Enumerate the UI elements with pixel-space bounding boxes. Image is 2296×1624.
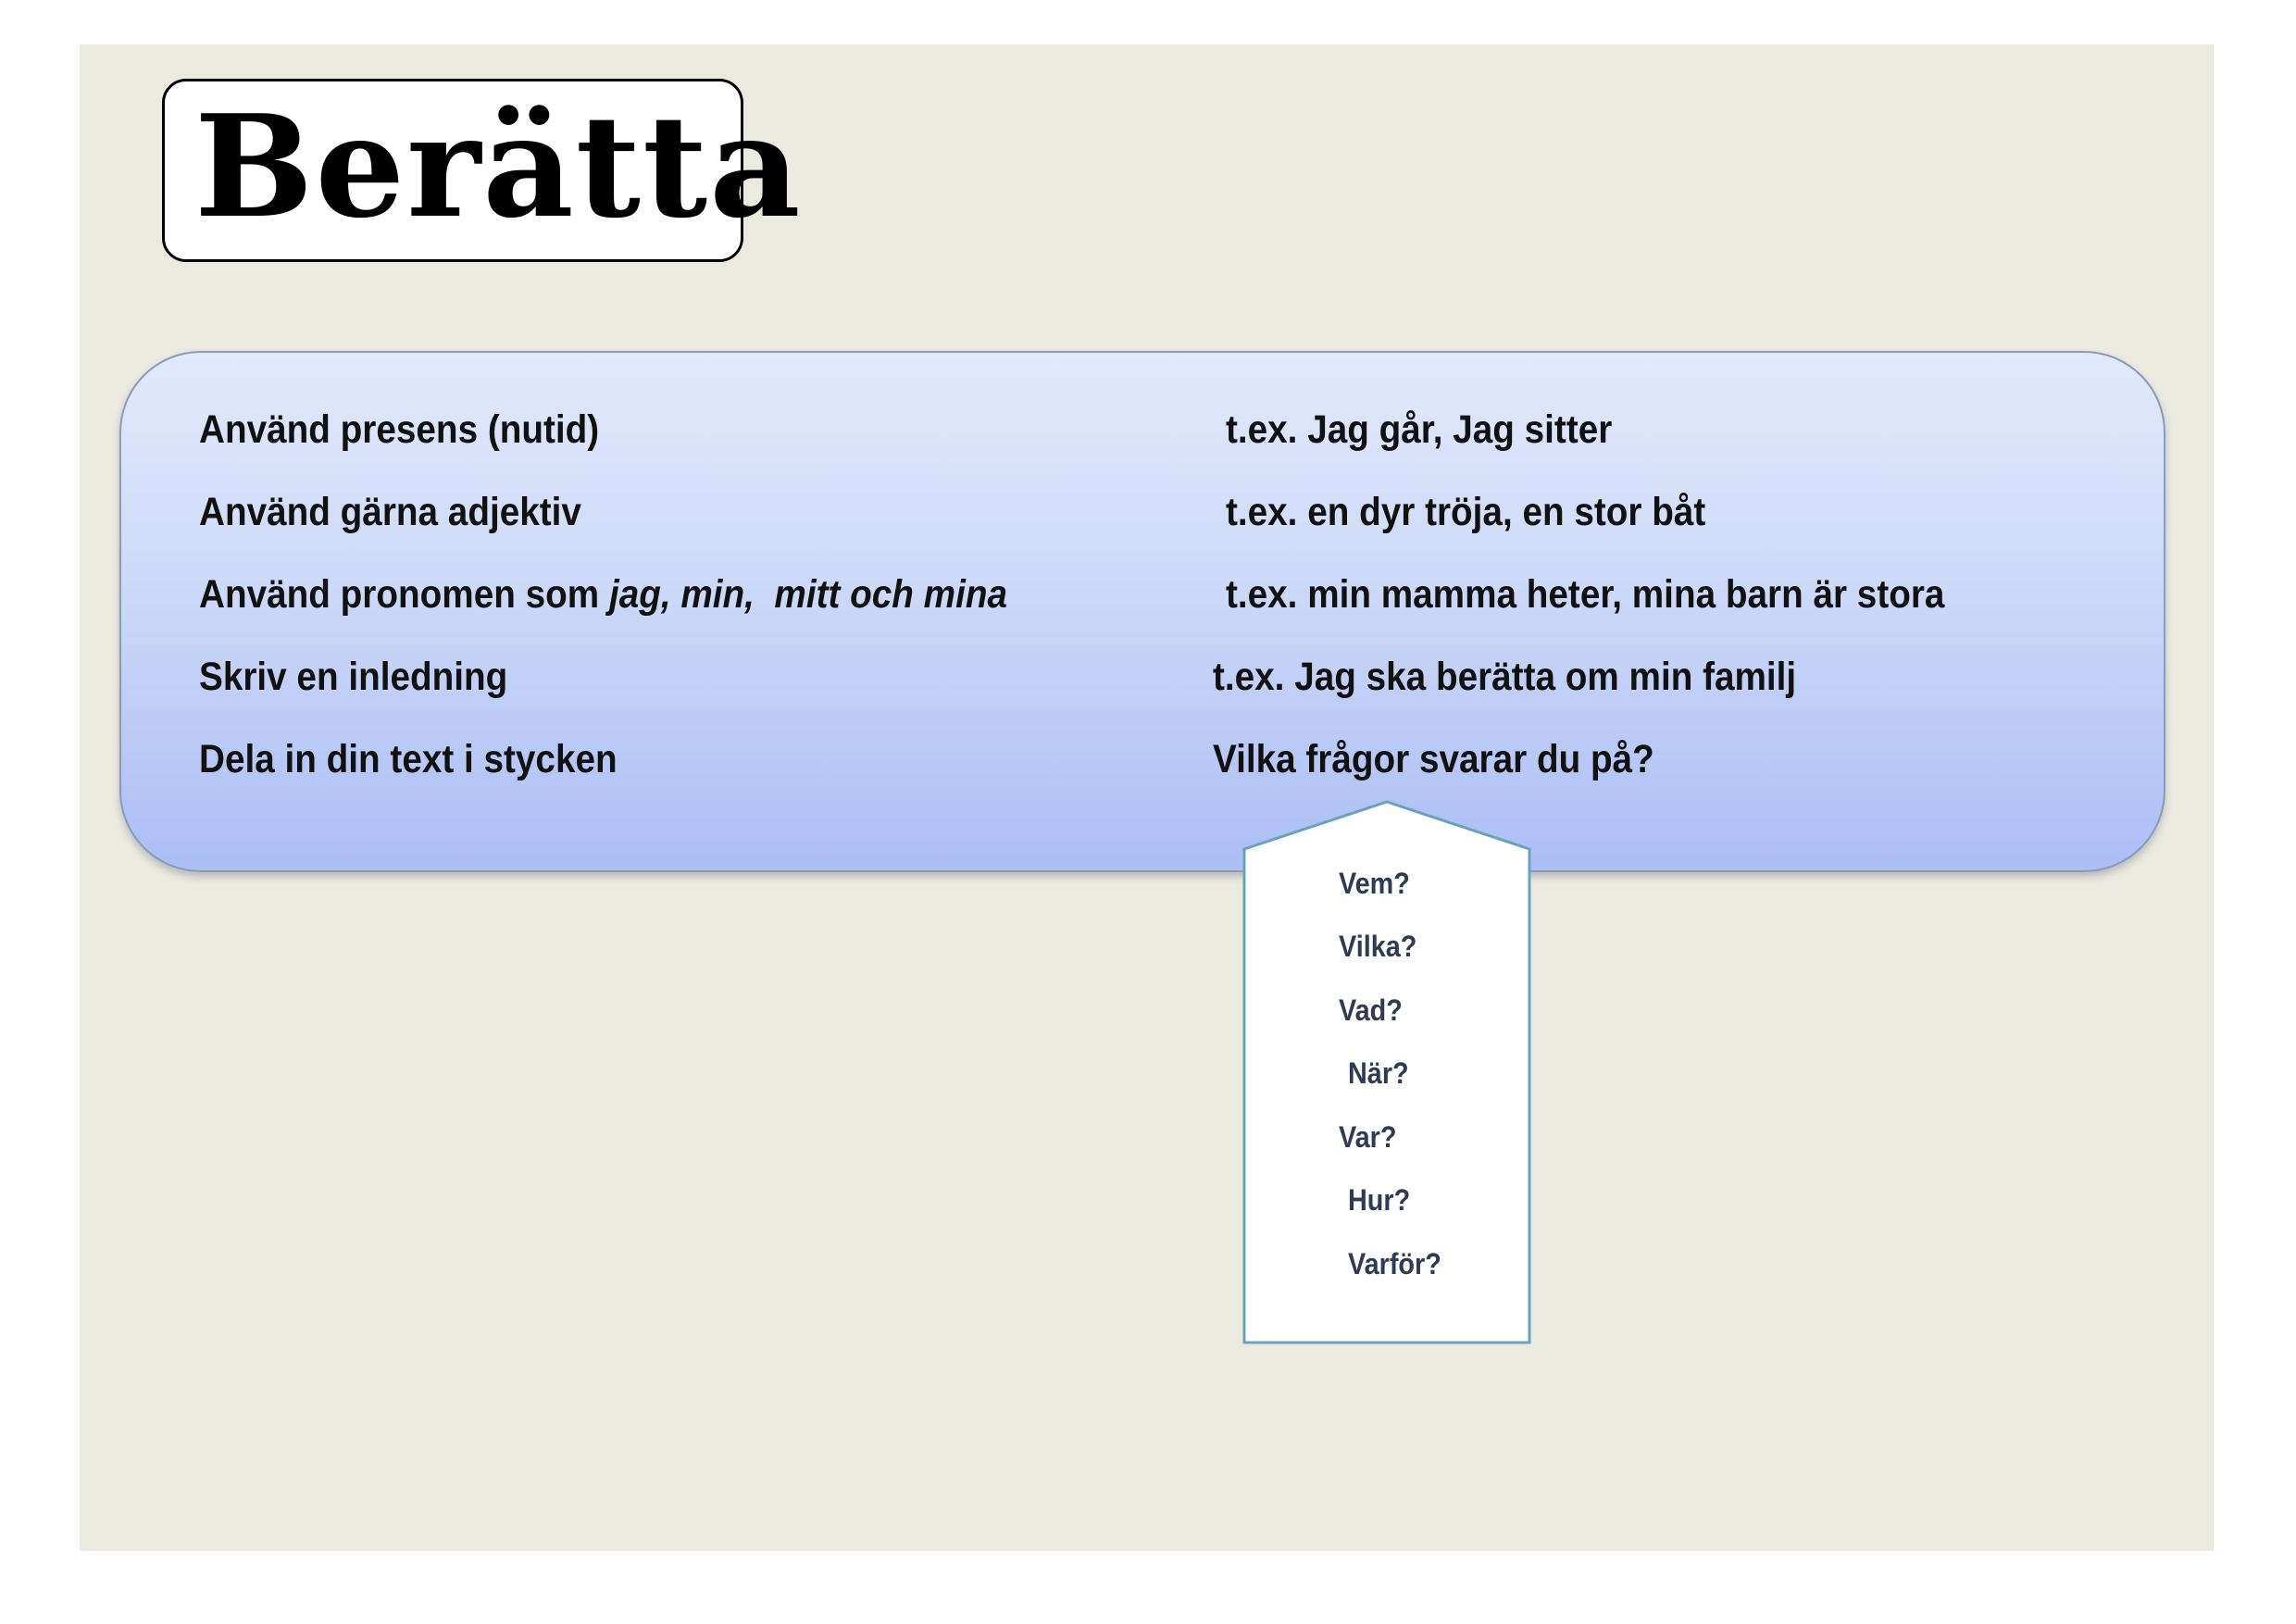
tip-instruction bbox=[199, 557, 1007, 631]
tip-row bbox=[121, 722, 2167, 796]
question-item: När? bbox=[1348, 1056, 1409, 1090]
tip-example: t.ex. en dyr tröja, en stor båt bbox=[1226, 490, 1706, 534]
question-item: Var? bbox=[1339, 1120, 1397, 1154]
question-item: Vem? bbox=[1339, 867, 1410, 900]
title-box bbox=[162, 79, 803, 262]
question-item: Vilka? bbox=[1339, 930, 1417, 963]
tip-instruction bbox=[199, 722, 618, 796]
tip-example: Vilka frågor svarar du på? bbox=[1213, 737, 1654, 781]
tip-example: t.ex. Jag ska berätta om min familj bbox=[1213, 655, 1797, 699]
tip-instruction-text: Använd presens (nutid) bbox=[199, 407, 600, 452]
tip-instruction-text: Dela in din text i stycken bbox=[199, 737, 618, 781]
tip-row bbox=[121, 557, 2167, 631]
page-title: Berätta bbox=[194, 83, 803, 249]
tip-example: t.ex. Jag går, Jag sitter bbox=[1226, 407, 1613, 452]
slide bbox=[80, 44, 2214, 1551]
tip-instruction-text: Använd gärna adjektiv bbox=[199, 490, 581, 534]
tip-instruction-text: Använd pronomen som bbox=[199, 572, 609, 617]
question-item: Vad? bbox=[1339, 993, 1403, 1027]
tip-instruction-italic: jag, min, mitt och mina bbox=[608, 572, 1007, 617]
tip-instruction bbox=[199, 475, 581, 549]
tip-instruction bbox=[199, 393, 599, 467]
questions-callout bbox=[1242, 800, 1531, 1344]
tip-row bbox=[121, 393, 2167, 467]
tip-example: t.ex. min mamma heter, mina barn är stora bbox=[1226, 572, 1945, 617]
writing-tips-panel bbox=[119, 351, 2165, 872]
tip-instruction-text: Skriv en inledning bbox=[199, 655, 508, 699]
question-item: Varför? bbox=[1348, 1247, 1441, 1280]
tip-row bbox=[121, 475, 2167, 549]
tip-row bbox=[121, 640, 2167, 714]
tip-instruction bbox=[199, 640, 507, 714]
question-item: Hur? bbox=[1348, 1183, 1411, 1217]
